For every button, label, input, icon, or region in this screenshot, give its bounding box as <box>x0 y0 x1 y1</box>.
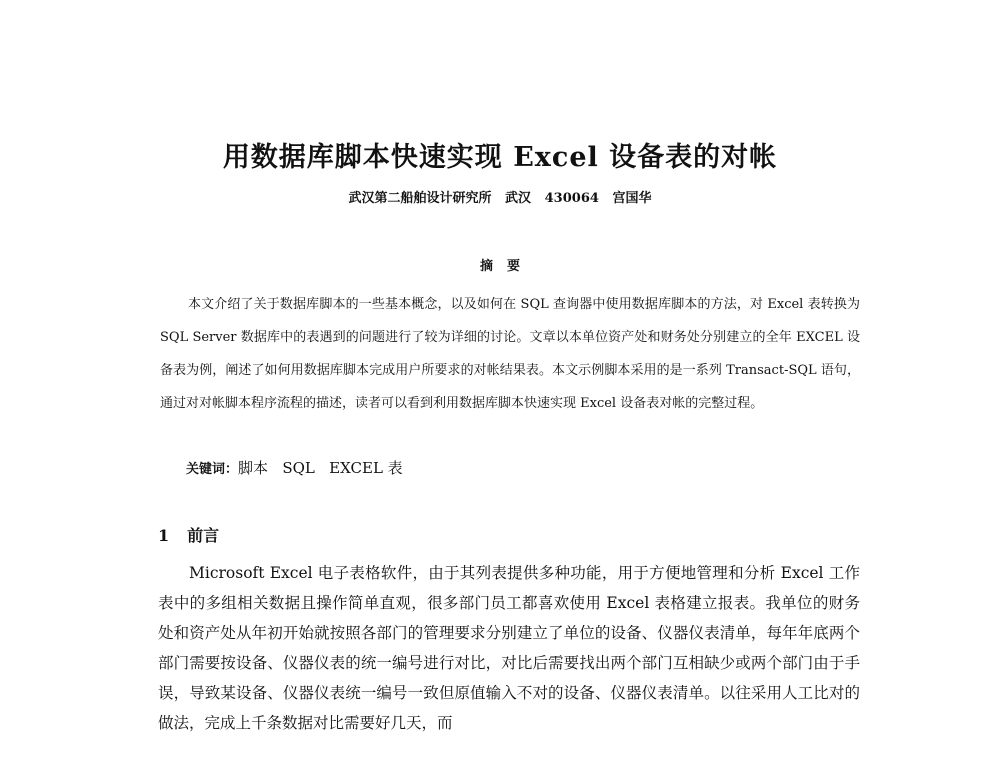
keywords-values: 脚本 SQL EXCEL 表 <box>238 459 403 477</box>
abstract-text: 本文介绍了关于数据库脚本的一些基本概念，以及如何在 SQL 查询器中使用数据库脚本的方法，对 Excel 表转换为 SQL Server 数据库中的表遇到的问题进行了较为详细的讨论。文章以本单位资产处和财务处分别建立的全年 EXCEL 设备表为例，阐述了如何用数据库脚本完成用户所要求的对帐结果表。本文示例脚本采用的是一系列 Transact-SQL 语句，通过对对帐脚本程序流程的描述，读者可以看到利用数据库脚本快速实现 Excel 设备表对帐的完整过程。 <box>160 297 860 411</box>
keywords-line <box>186 456 403 482</box>
abstract-body <box>160 288 860 420</box>
abstract-heading: 摘要 <box>479 259 534 274</box>
author-affiliation: 武汉第二船舶设计研究所 武汉 430064 宫国华 <box>348 191 652 206</box>
section-title: 前言 <box>187 526 220 545</box>
section-heading <box>158 524 219 548</box>
section-number: 1 <box>158 526 170 545</box>
section-paragraph: Microsoft Excel 电子表格软件，由于其列表提供多种功能，用于方便地管理和分析 Excel 工作表中的多组相关数据且操作简单直观，很多部门员工都喜欢使用 Excel 表格建立报表。我单位的财务处和资产处从年初开始就按照各部门的管理要求分别建立了单位的设备、仪器仪表清单，每年年底两个部门需要按设备、仪器仪表的统一编号进行对比，对比后需要找出两个部门互相缺少或两个部门由于手误，导致某设备、仪器仪表统一编号一致但原值输入不对的设备、仪器仪表清单。以往采用人工比对的做法，完成上千条数据对比需要好几天，而 <box>158 564 860 732</box>
paper-title: 用数据库脚本快速实现 Excel 设备表的对帐 <box>222 142 778 173</box>
section-body <box>158 558 860 738</box>
keywords-label: 关键词： <box>186 462 239 477</box>
